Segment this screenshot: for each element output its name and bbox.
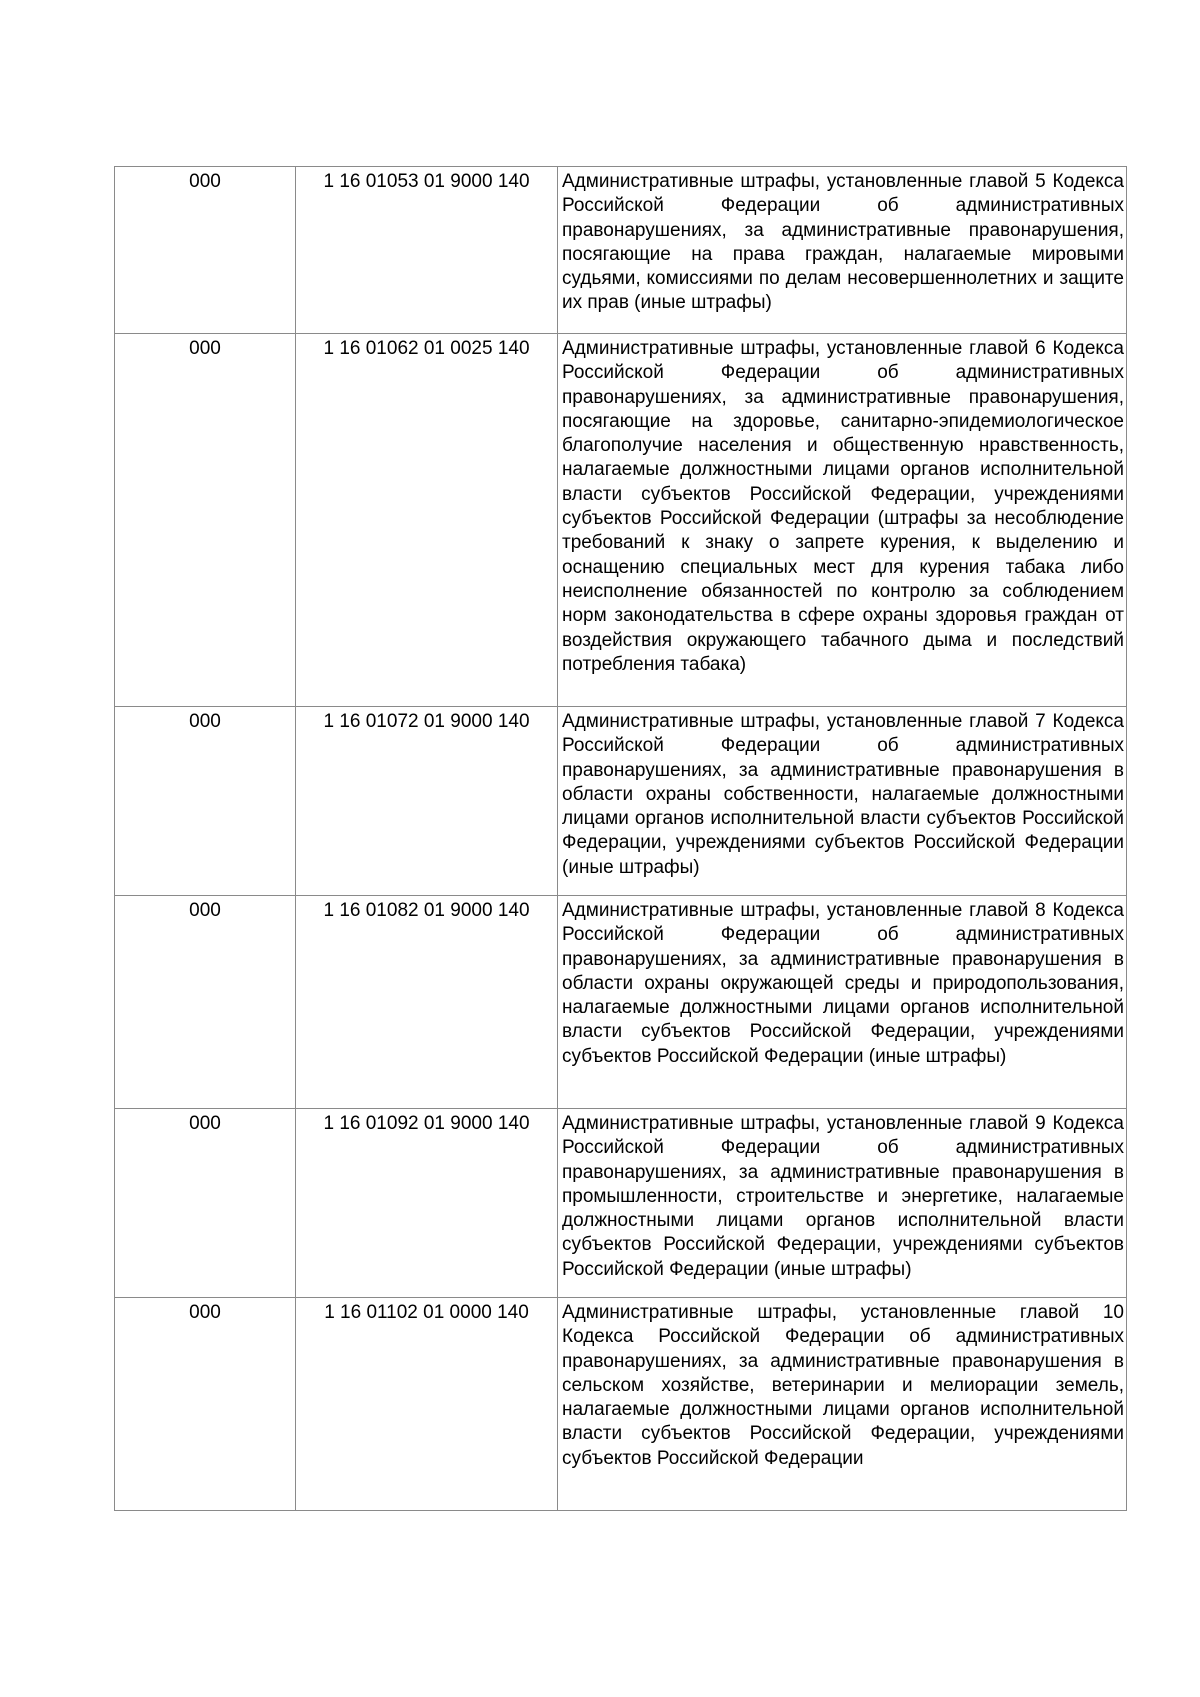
description-text: Административные штрафы, установленные главой 5 Кодекса Российской Федерации об административных правонарушениях, за административные правонарушения, посягающие на права граждан, налагаемые мировыми судьями, комиссиями по делам несовершеннолетних и защите их прав (иные штрафы) [562,171,1124,314]
description-cell [558,707,1127,896]
table-row [115,167,1127,334]
admin-code-cell: 000 [115,707,296,896]
description-cell [558,1298,1127,1511]
budget-code-cell: 1 16 01053 01 9000 140 [296,167,558,334]
budget-code-cell: 1 16 01092 01 9000 140 [296,1109,558,1298]
table-row [115,896,1127,1109]
description-cell [558,167,1127,334]
table-row [115,1298,1127,1511]
description-text: Административные штрафы, установленные главой 6 Кодекса Российской Федерации об административных правонарушениях, за административные правонарушения, посягающие на здоровье, санитарно-эпидемиологическое благополучие населения и общественную нравственность, налагаемые должностными лицами органов исполнительной власти субъектов Российской Федерации, учреждениями субъектов Российской Федерации (штрафы за несоблюдение требований к знаку о запрете курения, к выделению и оснащению специальных мест для курения табака либо неисполнение обязанностей по контролю за соблюдением норм законодательства в сфере охраны здоровья граждан от воздействия окружающего табачного дыма и последствий потребления табака) [562,338,1124,675]
admin-code-cell: 000 [115,1298,296,1511]
description-text: Административные штрафы, установленные главой 8 Кодекса Российской Федерации об административных правонарушениях, за административные правонарушения в области охраны окружающей среды и природопользования, налагаемые должностными лицами органов исполнительной власти субъектов Российской Федерации, учреждениями субъектов Российской Федерации (иные штрафы) [562,900,1124,1067]
description-cell [558,334,1127,707]
description-text: Административные штрафы, установленные главой 7 Кодекса Российской Федерации об административных правонарушениях, за административные правонарушения в области охраны собственности, налагаемые должностными лицами органов исполнительной власти субъектов Российской Федерации, учреждениями субъектов Российской Федерации (иные штрафы) [562,711,1124,878]
description-text: Административные штрафы, установленные главой 10 Кодекса Российской Федерации об административных правонарушениях, за административные правонарушения в сельском хозяйстве, ветеринарии и мелиорации земель, налагаемые должностными лицами органов исполнительной власти субъектов Российской Федерации, учреждениями субъектов Российской Федерации [562,1302,1124,1469]
budget-code-cell: 1 16 01072 01 9000 140 [296,707,558,896]
description-text: Административные штрафы, установленные главой 9 Кодекса Российской Федерации об административных правонарушениях, за административные правонарушения в промышленности, строительстве и энергетике, налагаемые должностными лицами органов исполнительной власти субъектов Российской Федерации, учреждениями субъектов Российской Федерации (иные штрафы) [562,1113,1124,1280]
budget-code-cell: 1 16 01082 01 9000 140 [296,896,558,1109]
table-row [115,707,1127,896]
fines-table [114,166,1127,1511]
admin-code-cell: 000 [115,334,296,707]
description-cell [558,1109,1127,1298]
budget-code-cell: 1 16 01062 01 0025 140 [296,334,558,707]
description-cell [558,896,1127,1109]
admin-code-cell: 000 [115,167,296,334]
admin-code-cell: 000 [115,1109,296,1298]
budget-code-cell: 1 16 01102 01 0000 140 [296,1298,558,1511]
admin-code-cell: 000 [115,896,296,1109]
table-row [115,334,1127,707]
table-row [115,1109,1127,1298]
